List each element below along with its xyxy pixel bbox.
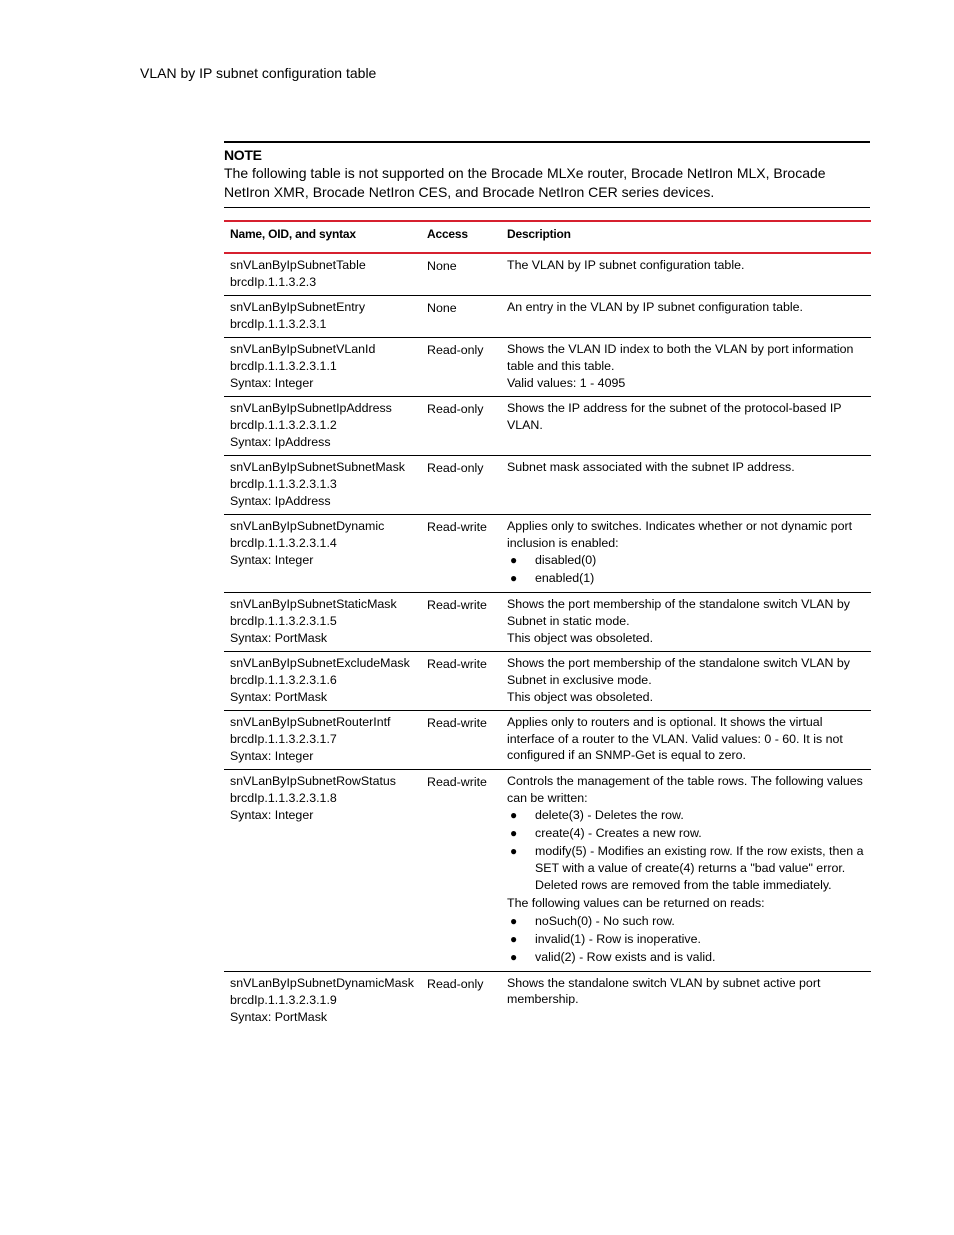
table-row	[224, 711, 871, 770]
description-text: Shows the standalone switch VLAN by subnet active port membership.	[507, 975, 821, 1006]
table-row	[224, 971, 871, 1030]
bullet-list	[507, 913, 865, 966]
table-row	[224, 593, 871, 652]
bullet-item	[507, 843, 865, 894]
object-oid: brcdIp.1.1.3.2.3	[230, 275, 317, 289]
cell-name-oid-syntax	[224, 971, 421, 1030]
bullet-text: modify(5) - Modifies an existing row. If the row exists, then a SET with a value of create(4) returns a "bad value" error. Deleted rows are removed from the table immediately.	[535, 844, 864, 892]
object-syntax: Syntax: Integer	[230, 376, 314, 390]
description-text: Shows the IP address for the subnet of the protocol-based IP VLAN.	[507, 401, 842, 432]
object-oid: brcdIp.1.1.3.2.3.1.6	[230, 673, 337, 687]
bullet-item	[507, 552, 865, 569]
bullet-item	[507, 931, 865, 948]
object-oid: brcdIp.1.1.3.2.3.1.9	[230, 992, 337, 1007]
object-syntax: Syntax: PortMask	[230, 690, 328, 704]
cell-access: None	[427, 301, 457, 315]
table-row	[224, 770, 871, 972]
object-oid: brcdIp.1.1.3.2.3.1.4	[230, 536, 337, 550]
bullet-text: invalid(1) - Row is inoperative.	[535, 931, 701, 946]
cell-name-oid-syntax	[224, 770, 421, 972]
cell-description	[501, 515, 871, 593]
object-name: snVLanByIpSubnetVLanId	[230, 342, 376, 356]
object-syntax: Syntax: Integer	[230, 553, 314, 567]
bullet-icon: ●	[510, 571, 518, 585]
table-row	[224, 253, 871, 296]
object-name: snVLanByIpSubnetSubnetMask	[230, 460, 405, 474]
column-header-access: Access	[427, 227, 468, 241]
cell-description	[501, 456, 871, 515]
cell-description	[501, 338, 871, 397]
description-text: Controls the management of the table rows. The following values can be written:	[507, 774, 863, 805]
description-text: Subnet mask associated with the subnet IP address.	[507, 460, 795, 474]
object-name: snVLanByIpSubnetEntry	[230, 300, 366, 314]
object-syntax: Syntax: PortMask	[230, 1009, 328, 1024]
object-syntax: Syntax: Integer	[230, 749, 314, 763]
note-text: The following table is not supported on the Brocade MLXe router, Brocade NetIron MLX, Brocade NetIron XMR, Brocade NetIron CES, and Brocade NetIron CER series devices.	[224, 165, 826, 200]
bullet-item	[507, 570, 865, 587]
cell-access: Read-only	[427, 976, 484, 991]
table-row	[224, 397, 871, 456]
object-name: snVLanByIpSubnetDynamic	[230, 519, 385, 533]
cell-description	[501, 652, 871, 711]
object-name: snVLanByIpSubnetStaticMask	[230, 597, 397, 611]
object-oid: brcdIp.1.1.3.2.3.1.3	[230, 477, 337, 491]
table-row	[224, 456, 871, 515]
cell-access: None	[427, 259, 457, 273]
column-header-name: Name, OID, and syntax	[230, 227, 356, 241]
object-oid: brcdIp.1.1.3.2.3.1.8	[230, 791, 337, 805]
table-body	[224, 253, 871, 1030]
cell-access: Read-only	[427, 343, 484, 357]
column-header-description: Description	[507, 227, 571, 241]
cell-access: Read-write	[427, 657, 487, 671]
cell-description	[501, 593, 871, 652]
cell-description	[501, 253, 871, 296]
description-text: Shows the port membership of the standalone switch VLAN by Subnet in exclusive mode.	[507, 656, 850, 687]
object-oid: brcdIp.1.1.3.2.3.1.2	[230, 418, 337, 432]
cell-name-oid-syntax	[224, 253, 421, 296]
bullet-list	[507, 552, 865, 587]
bullet-text: noSuch(0) - No such row.	[535, 913, 675, 928]
description-text: The VLAN by IP subnet configuration table.	[507, 258, 745, 272]
object-oid: brcdIp.1.1.3.2.3.1	[230, 317, 327, 331]
bullet-icon: ●	[510, 949, 518, 964]
cell-name-oid-syntax	[224, 456, 421, 515]
cell-access: Read-only	[427, 402, 484, 416]
bullet-item	[507, 807, 865, 824]
object-name: snVLanByIpSubnetDynamicMask	[230, 975, 414, 990]
bullet-text: disabled(0)	[535, 553, 597, 567]
object-name: snVLanByIpSubnetExcludeMask	[230, 656, 410, 670]
cell-access: Read-write	[427, 716, 487, 730]
cell-name-oid-syntax	[224, 296, 421, 338]
bullet-icon: ●	[510, 931, 518, 946]
bullet-text: valid(2) - Row exists and is valid.	[535, 949, 716, 964]
bullet-icon: ●	[510, 844, 518, 858]
table-row	[224, 296, 871, 338]
cell-name-oid-syntax	[224, 711, 421, 770]
object-oid: brcdIp.1.1.3.2.3.1.7	[230, 732, 337, 746]
bullet-icon: ●	[510, 826, 518, 840]
cell-access: Read-write	[427, 775, 487, 789]
bullet-icon: ●	[510, 913, 518, 928]
cell-description	[501, 971, 871, 1030]
table-row	[224, 515, 871, 593]
bullet-item	[507, 913, 865, 930]
object-name: snVLanByIpSubnetIpAddress	[230, 401, 392, 415]
description-text: The following values can be returned on reads:	[507, 896, 765, 910]
bullet-text: create(4) - Creates a new row.	[535, 826, 702, 840]
cell-access: Read-write	[427, 598, 487, 612]
object-syntax: Syntax: PortMask	[230, 631, 328, 645]
cell-access: Read-write	[427, 520, 487, 534]
object-syntax: Syntax: IpAddress	[230, 435, 331, 449]
cell-description	[501, 296, 871, 338]
description-text: Shows the VLAN ID index to both the VLAN by port information table and this table.	[507, 342, 854, 373]
description-text: Shows the port membership of the standalone switch VLAN by Subnet in static mode.	[507, 597, 850, 628]
cell-description	[501, 711, 871, 770]
cell-name-oid-syntax	[224, 652, 421, 711]
running-header: VLAN by IP subnet configuration table	[140, 65, 377, 81]
description-text: This object was obsoleted.	[507, 690, 654, 704]
bullet-item	[507, 949, 865, 966]
note-box	[224, 141, 870, 208]
object-syntax: Syntax: IpAddress	[230, 494, 331, 508]
description-text: Applies only to switches. Indicates whether or not dynamic port inclusion is enabled:	[507, 519, 853, 550]
object-oid: brcdIp.1.1.3.2.3.1.5	[230, 614, 337, 628]
cell-access: Read-only	[427, 461, 484, 475]
cell-name-oid-syntax	[224, 515, 421, 593]
bullet-text: delete(3) - Deletes the row.	[535, 808, 684, 822]
description-text: This object was obsoleted.	[507, 631, 654, 645]
cell-name-oid-syntax	[224, 338, 421, 397]
object-name: snVLanByIpSubnetRouterIntf	[230, 715, 391, 729]
object-name: snVLanByIpSubnetTable	[230, 258, 366, 272]
table-row	[224, 338, 871, 397]
bullet-list	[507, 807, 865, 894]
mib-table	[224, 220, 871, 1030]
object-syntax: Syntax: Integer	[230, 808, 314, 822]
cell-name-oid-syntax	[224, 593, 421, 652]
table-header	[224, 221, 871, 253]
bullet-icon: ●	[510, 553, 518, 567]
table-row	[224, 652, 871, 711]
cell-name-oid-syntax	[224, 397, 421, 456]
bullet-text: enabled(1)	[535, 571, 595, 585]
bullet-icon: ●	[510, 808, 518, 822]
description-text: Applies only to routers and is optional. It shows the virtual interface of a router to the VLAN. Valid values: 0 - 60. It is not configured if an SNMP-Get is equal to zero.	[507, 715, 843, 762]
cell-description	[501, 397, 871, 456]
description-text: An entry in the VLAN by IP subnet configuration table.	[507, 300, 803, 314]
description-text: Valid values: 1 - 4095	[507, 376, 626, 390]
object-name: snVLanByIpSubnetRowStatus	[230, 774, 397, 788]
note-label: NOTE	[224, 147, 262, 163]
bullet-item	[507, 825, 865, 842]
object-oid: brcdIp.1.1.3.2.3.1.1	[230, 359, 337, 373]
cell-description	[501, 770, 871, 972]
